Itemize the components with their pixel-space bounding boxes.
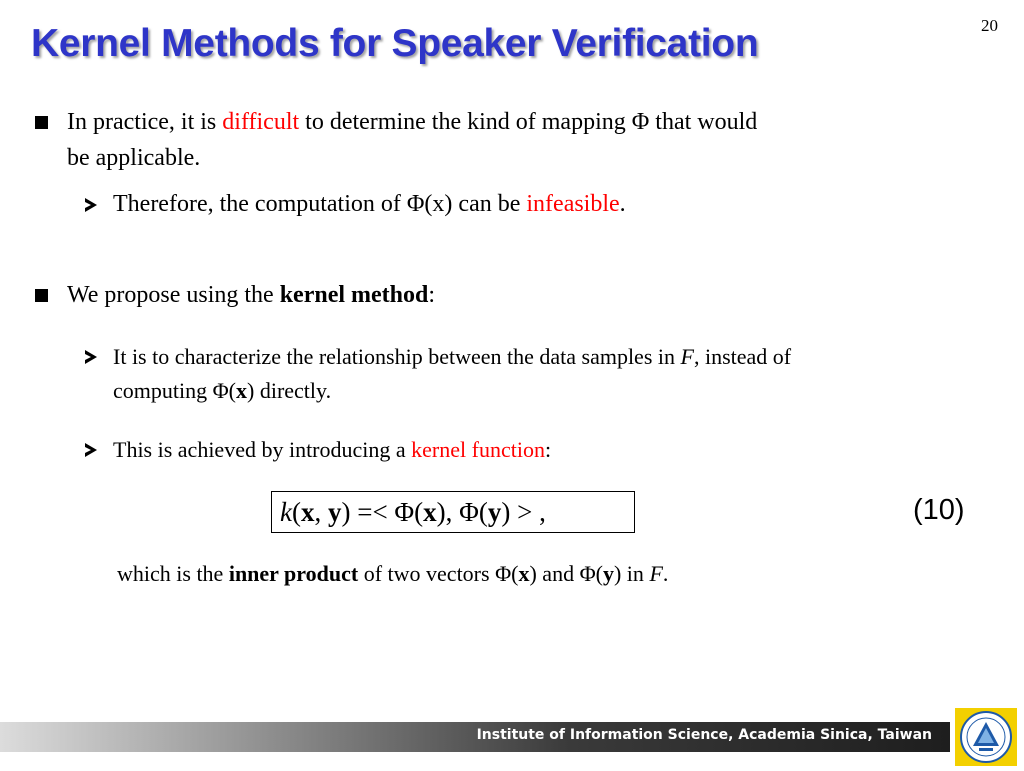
bullet-2-sub-2-highlight: kernel function [411,437,545,462]
bullet-2-sub-1-pre: It is to characterize the relationship between the data samples in [113,344,681,369]
bullet-2-sub-1-post: , instead of [693,344,792,369]
equation-close: ) > , [501,497,546,527]
bullet-2-sub-1-italic: F [680,344,694,369]
bullet-1-sub-highlight: infeasible [526,191,620,217]
explanation-pre: which is the [117,561,229,586]
slide-title: Kernel Methods for Speaker Verification [31,22,759,65]
bullet-2-sub-1-line-2-pre: computing Φ( [113,378,237,403]
equation-k: k [280,497,292,527]
bullet-2-sub-2-post: : [544,437,552,462]
bullet-1-sub-post: . [619,191,626,217]
explanation-mid-3: ) in [613,561,650,586]
equation-box [271,491,635,533]
explanation-end: . [662,561,669,586]
square-bullet-icon [35,289,48,302]
equation-y: y [327,497,342,527]
bullet-1-line-1 [67,105,757,140]
square-bullet-icon [35,116,48,129]
explanation-mid-1: of two vectors Φ( [358,561,519,586]
equation-explanation [117,556,668,591]
bullet-2-line [67,278,435,313]
equation-x2: x [423,497,437,527]
equation-comma: , [314,497,328,527]
equation-y2: y [487,497,502,527]
bullet-2-text-pre: We propose using the [67,282,280,308]
bullet-2-sub-1-line-2-post: ) directly. [247,378,332,403]
arrow-bullet-icon [85,443,97,457]
explanation-F: F [649,561,663,586]
bullet-1-text-pre: In practice, it is [67,109,223,135]
bullet-1-sub-pre: Therefore, the computation of Φ(x) can be [113,191,527,217]
bullet-2-sub-2 [113,432,551,467]
slide-number: 20 [981,16,998,35]
bullet-2-text-post: : [428,282,436,308]
bullet-1-text-post: to determine the kind of mapping Φ that would [299,109,758,135]
arrow-bullet-icon [85,198,97,212]
arrow-bullet-icon [85,350,97,364]
footer-bar [0,722,950,752]
bullet-2-text-bold: kernel method [279,282,429,308]
equation-mid: ), Φ( [436,497,488,527]
equation-number: (10) [913,494,965,526]
explanation-y: y [602,561,614,586]
bullet-2-sub-1-line-2-bold: x [236,378,248,403]
explanation-bold: inner product [228,561,359,586]
academia-sinica-logo-icon [955,708,1017,766]
explanation-x: x [518,561,530,586]
equation-close-eq: ) =< Φ( [341,497,424,527]
bullet-1-text-highlight: difficult [222,109,300,135]
explanation-mid-2: ) and Φ( [529,561,603,586]
bullet-1-line-2: be applicable. [67,145,201,171]
bullet-1-sub [113,187,626,222]
bullet-2-sub-1-line-2 [113,373,331,408]
bullet-2-sub-2-pre: This is achieved by introducing a [113,437,412,462]
bullet-2-sub-1-line-1 [113,339,791,374]
equation-open: ( [291,497,301,527]
footer-text: Institute of Information Science, Academia Sinica, Taiwan [476,727,932,743]
equation-x: x [300,497,315,527]
